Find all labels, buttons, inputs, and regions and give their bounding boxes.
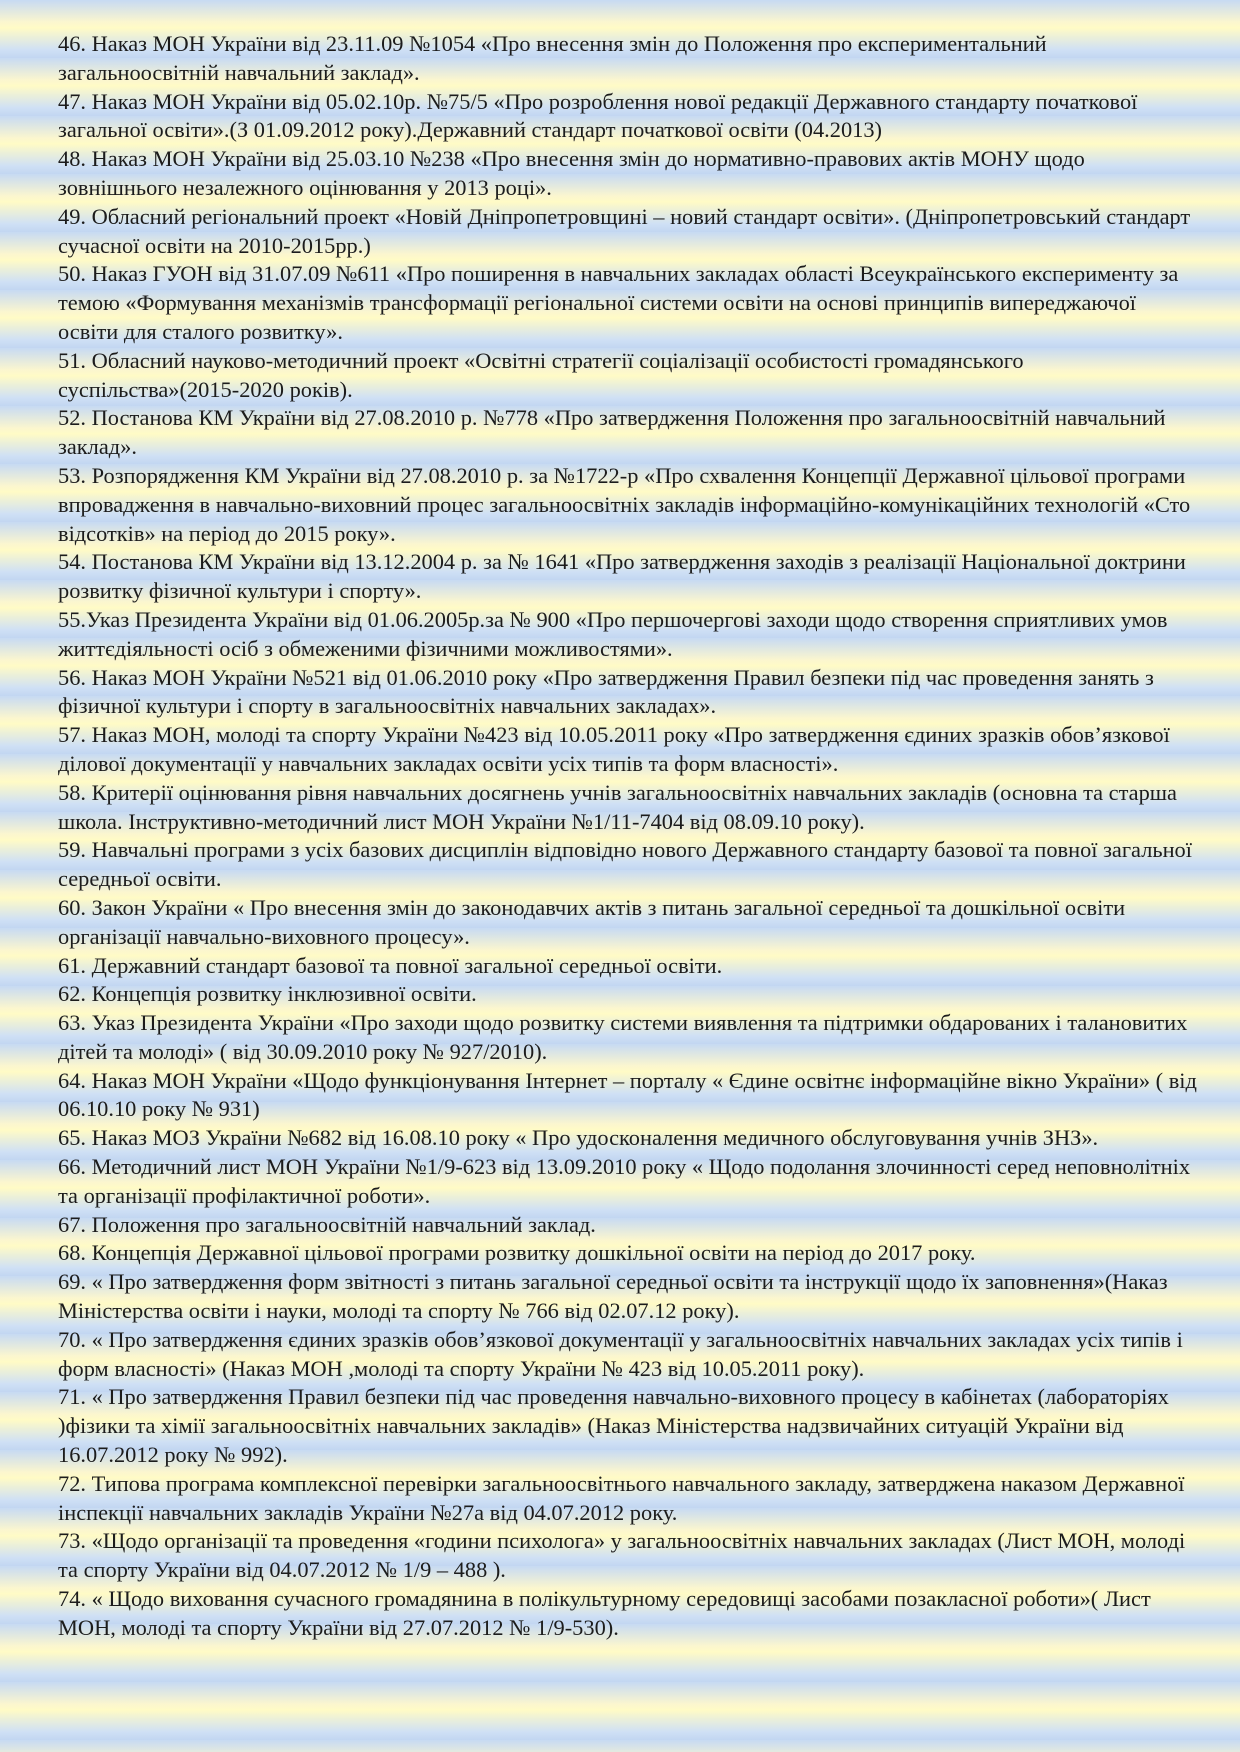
list-item <box>58 1383 1198 1469</box>
list-item <box>58 347 1198 405</box>
item-text: Наказ МОН України від 25.03.10 №238 «Про внесення змін до нормативно-правових актів МОНУ щодо зовнішнього незалежного оцінювання у 2013 році». <box>58 146 1085 200</box>
list-item <box>58 1239 1198 1268</box>
item-number: 67. <box>58 1211 86 1237</box>
item-number: 54. <box>58 549 86 575</box>
reference-list <box>58 30 1198 1643</box>
item-text: Обласний регіональний проект «Новій Дніпропетровщині – новий стандарт освіти». (Дніпропетровський стандарт сучасної освіти на 2010-2015рр.) <box>58 203 1191 258</box>
item-number: 52. <box>58 405 86 431</box>
item-text: « Про затвердження єдиних зразків обов’язкової документації у загальноосвітніх навчальних закладах усіх типів і форм власності» (Наказ МОН ,молоді та спорту України № 423 від 10.05.2011 року). <box>58 1326 1183 1381</box>
item-number: 53. <box>58 462 86 488</box>
item-text: Державний стандарт базової та повної загальної середньої освіти. <box>86 952 723 978</box>
item-number: 70. <box>58 1326 86 1352</box>
list-item <box>58 721 1198 779</box>
list-item <box>58 1326 1198 1384</box>
list-item <box>58 145 1198 203</box>
list-item <box>58 894 1198 952</box>
item-number: 60. <box>58 894 86 920</box>
item-number: 66. <box>58 1154 86 1180</box>
list-item <box>58 779 1198 837</box>
list-item <box>58 1124 1198 1153</box>
item-number: 69. <box>58 1269 86 1295</box>
list-item <box>58 664 1198 722</box>
list-item <box>58 606 1198 664</box>
item-text: « Щодо виховання сучасного громадянина в полікультурному середовищі засобами позакласної роботи»( Лист МОН, молоді та спорту України від 27.07.2012 № 1/9-530). <box>58 1586 1151 1640</box>
item-text: Наказ МОЗ України №682 від 16.08.10 року « Про удосконалення медичного обслуговування учнів ЗНЗ». <box>86 1125 1099 1151</box>
item-number: 65. <box>58 1125 86 1151</box>
item-number: 46. <box>58 31 86 56</box>
list-item <box>58 1527 1198 1585</box>
item-text: Наказ МОН України від 05.02.10р. №75/5 «Про розроблення нової редакції Державного стандарту початкової загальної освіти».(З 01.09.2012 року).Державний стандарт початкової освіти (04.2013) <box>58 88 1138 143</box>
item-text: Наказ МОН України «Щодо функціонування Інтернет – порталу « Єдине освітнє інформаційне вікно України» ( від 06.10.10 року № 931) <box>58 1067 1197 1122</box>
list-item <box>58 404 1198 462</box>
item-number: 68. <box>58 1240 86 1266</box>
item-number: 73. <box>58 1528 86 1554</box>
item-number: 49. <box>58 203 86 229</box>
item-number: 63. <box>58 1010 86 1036</box>
item-number: 62. <box>58 981 86 1007</box>
list-item <box>58 1585 1198 1643</box>
item-number: 56. <box>58 664 86 690</box>
item-number: 50. <box>58 261 86 287</box>
list-item <box>58 462 1198 548</box>
item-text: Методичний лист МОН України №1/9-623 від 13.09.2010 року « Щодо подолання злочинності серед неповнолітніх та організації профілактичної роботи». <box>58 1154 1191 1208</box>
item-text: Концепція Державної цільової програми розвитку дошкільної освіти на період до 2017 року. <box>86 1240 976 1266</box>
item-number: 48. <box>58 146 86 172</box>
item-text: Обласний науково-методичний проект «Освітні стратегії соціалізації особистості громадянського суспільства»(2015-2020 років). <box>58 347 1024 402</box>
list-item <box>58 88 1198 146</box>
item-text: Постанова КМ України від 27.08.2010 р. №778 «Про затвердження Положення про загальноосвітній навчальний заклад». <box>58 405 1166 460</box>
list-item <box>58 1470 1198 1528</box>
list-item <box>58 1067 1198 1125</box>
item-number: 61. <box>58 952 86 978</box>
item-number: 72. <box>58 1470 86 1496</box>
item-number: 64. <box>58 1067 86 1093</box>
item-number: 59. <box>58 837 86 863</box>
list-item <box>58 1211 1198 1240</box>
item-text: Закон України « Про внесення змін до законодавчих актів з питань загальної середньої та дошкільної освіти організації навчально-виховного процесу». <box>58 894 1126 949</box>
list-item <box>58 548 1198 606</box>
list-item <box>58 952 1198 981</box>
item-text: Наказ МОН України від 23.11.09 №1054 «Про внесення змін до Положення про експериментальний загальноосвітній навчальний заклад». <box>58 31 1047 85</box>
list-item <box>58 1268 1198 1326</box>
item-number: 55. <box>58 606 86 632</box>
item-text: « Про затвердження форм звітності з питань загальної середньої освіти та інструкції щодо їх заповнення»(Наказ Міністерства освіти і науки, молоді та спорту № 766 від 02.07.12 року). <box>58 1269 1168 1324</box>
item-text: Положення про загальноосвітній навчальний заклад. <box>86 1211 596 1237</box>
item-text: Указ Президента України «Про заходи щодо розвитку системи виявлення та підтримки обдарованих і талановитих дітей та молоді» ( від 30.09.2010 року № 927/2010). <box>58 1010 1188 1064</box>
list-item <box>58 1009 1198 1067</box>
list-item <box>58 1153 1198 1211</box>
item-number: 58. <box>58 779 86 805</box>
item-text: Типова програма комплексної перевірки загальноосвітнього навчального закладу, затверджена наказом Державної інспекції навчальних закладів України №27а від 04.07.2012 року. <box>58 1470 1185 1525</box>
item-text: Критерії оцінювання рівня навчальних досягнень учнів загальноосвітніх навчальних закладів (основна та старша школа. Інструктивно-методичний лист МОН України №1/11-7404 від 08.09.10 року). <box>58 779 1177 834</box>
list-item <box>58 260 1198 346</box>
list-item <box>58 980 1198 1009</box>
item-text: Постанова КМ України від 13.12.2004 р. за № 1641 «Про затвердження заходів з реалізації Національної доктрини розвитку фізичної культури і спорту». <box>58 549 1186 604</box>
item-number: 51. <box>58 347 86 373</box>
item-text: Наказ МОН, молоді та спорту України №423 від 10.05.2011 року «Про затвердження єдиних зразків обов’язкової ділової документації у навчальних закладах освіти усіх типів та форм власності». <box>58 722 1170 776</box>
item-number: 57. <box>58 722 86 748</box>
item-text: Навчальні програми з усіх базових дисциплін відповідно нового Державного стандарту базової та повної загальної середньої освіти. <box>58 837 1192 892</box>
item-text: Концепція розвитку інклюзивної освіти. <box>86 981 477 1007</box>
item-text: « Про затвердження Правил безпеки під час проведення навчально-виховного процесу в кабінетах (лабораторіях )фізики та хімії загальноосвітніх навчальних закладів» (Наказ Міністерства надзвичайних ситуацій України від 16.07.2012 року № 992). <box>58 1384 1169 1468</box>
item-text: Наказ МОН України №521 від 01.06.2010 року «Про затвердження Правил безпеки під час проведення занять з фізичної культури і спорту в загальноосвітніх навчальних закладах». <box>58 664 1154 719</box>
item-number: 74. <box>58 1586 86 1612</box>
list-item <box>58 30 1198 88</box>
item-number: 47. <box>58 88 86 114</box>
list-item <box>58 203 1198 261</box>
item-number: 71. <box>58 1384 86 1410</box>
item-text: Розпорядження КМ України від 27.08.2010 р. за №1722-р «Про схвалення Концепції Державної цільової програми впровадження в навчально-виховний процес загальноосвітніх закладів інформаційно-комунікаційних технологій «Сто відсотків» на період до 2015 року». <box>58 462 1191 546</box>
item-text: Наказ ГУОН від 31.07.09 №611 «Про поширення в навчальних закладах області Всеукраїнського експерименту за темою «Формування механізмів трансформації регіональної системи освіти на основі принципів випереджаючої освіти для сталого розвитку». <box>58 261 1179 344</box>
item-text: Указ Президента України від 01.06.2005р.за № 900 «Про першочергові заходи щодо створення сприятливих умов життєдіяльності осіб з обмеженими фізичними можливостями». <box>58 606 1168 661</box>
item-text: «Щодо організації та проведення «години психолога» у загальноосвітніх навчальних закладах (Лист МОН, молоді та спорту України від 04.07.2012 № 1/9 – 488 ). <box>58 1528 1186 1583</box>
list-item <box>58 836 1198 894</box>
